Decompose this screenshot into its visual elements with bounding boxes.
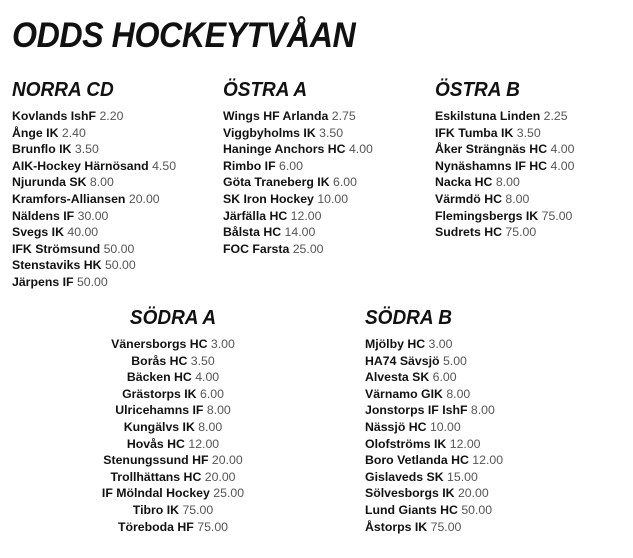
team-name: Olofströms IK [365,436,447,451]
team-name: Sölvesborgs IK [365,486,455,501]
team-odds: 8.00 [505,191,530,206]
team-name: Stenungssund HF [103,453,209,468]
team-row [48,419,298,436]
team-row [12,274,176,291]
team-row [365,419,503,436]
team-odds: 20.00 [204,469,236,484]
team-row [48,402,298,419]
team-odds: 2.75 [331,109,356,123]
team-odds: 12.00 [449,436,481,451]
team-name: Järpens IF [12,274,74,289]
team-name: Näldens IF [12,208,75,223]
group-ostra-b [435,79,574,241]
team-odds: 25.00 [292,241,324,256]
team-odds: 20.00 [211,453,243,468]
team-odds: 2.20 [99,109,124,123]
team-odds: 8.00 [446,386,471,401]
team-odds: 3.50 [516,125,541,140]
team-row [223,125,373,142]
team-odds: 50.00 [103,241,135,256]
team-odds: 3.50 [190,353,215,368]
team-name: AIK-Hockey Härnösand [12,158,149,173]
team-odds: 75.00 [505,225,537,240]
team-odds: 3.50 [74,142,99,157]
team-name: Gislaveds SK [365,469,444,484]
team-row [48,336,298,353]
team-name: Boro Vetlanda HC [365,453,469,468]
team-odds: 6.00 [199,386,224,401]
team-row [12,108,176,125]
team-row [435,208,574,225]
team-name: Grästorps IK [122,386,197,401]
team-odds: 25.00 [213,486,245,501]
team-name: Ulricehamns IF [115,403,204,418]
team-odds: 8.00 [470,403,495,418]
team-row [365,369,503,386]
team-name: HA74 Sävsjö [365,353,440,368]
team-name: Kungälvs IK [123,419,195,434]
team-odds: 20.00 [128,191,160,206]
team-name: Ånge IK [12,125,59,140]
team-odds: 12.00 [188,436,220,451]
team-name: Värnamo GIK [365,386,443,401]
team-odds: 8.00 [89,175,114,190]
team-odds: 10.00 [317,191,349,206]
team-row [435,125,574,142]
team-name: SK Iron Hockey [223,191,314,206]
team-row [435,174,574,191]
team-name: Järfälla HC [223,208,288,223]
team-row [365,469,503,486]
team-name: IFK Strömsund [12,241,101,256]
team-odds: 2.25 [543,109,568,123]
team-row [365,386,503,403]
team-name: Svegs IK [12,225,64,240]
team-row [12,174,176,191]
team-odds: 75.00 [430,519,462,534]
team-odds: 10.00 [429,419,461,434]
team-name: Haninge Anchors HC [223,142,346,157]
team-row [223,158,373,175]
team-row [223,224,373,241]
team-odds: 8.00 [495,175,520,190]
team-row [48,369,298,386]
team-row [12,241,176,258]
team-row [223,141,373,158]
team-row [48,519,298,536]
team-name: Eskilstuna Linden [435,109,541,123]
team-name: Njurunda SK [12,175,87,190]
team-odds: 3.00 [428,337,453,351]
team-row [223,174,373,191]
team-name: Borås HC [131,353,188,368]
team-name: Göta Traneberg IK [223,175,330,190]
team-name: Nacka HC [435,175,493,190]
team-name: Trollhättans HC [110,469,202,484]
team-row [223,208,373,225]
team-name: Nynäshamns IF HC [435,158,548,173]
team-name: Viggbyholms IK [223,125,316,140]
team-row [12,208,176,225]
team-odds: 75.00 [541,208,573,223]
team-odds: 40.00 [67,225,99,240]
team-name: Töreboda HF [117,519,194,534]
team-name: Åstorps IK [365,519,428,534]
team-name: Brunflo IK [12,142,72,157]
team-row [48,469,298,486]
team-row [48,386,298,403]
group-heading: NORRA CD [12,79,114,101]
team-name: FOC Farsta [223,241,290,256]
team-odds: 12.00 [472,453,504,468]
team-row [435,158,574,175]
team-odds: 15.00 [447,469,478,484]
team-name: Åker Strängnäs HC [435,142,548,157]
team-odds: 6.00 [333,175,357,190]
team-odds: 75.00 [197,519,229,534]
group-heading: ÖSTRA A [223,79,308,101]
group-sodra-b [365,307,503,535]
team-name: Bålsta HC [223,225,282,240]
team-name: Tibro IK [132,502,180,517]
team-odds: 3.00 [210,337,235,351]
group-heading: ÖSTRA B [435,79,520,101]
team-row [12,125,176,142]
team-odds: 12.00 [290,208,322,223]
team-row [48,452,298,469]
team-name: Sudrets HC [435,225,502,240]
team-name: Kramfors-Alliansen [12,191,126,206]
team-name: IFK Tumba IK [435,125,514,140]
group-sodra-a [48,307,298,535]
team-odds: 6.00 [432,370,457,385]
team-row [12,158,176,175]
team-odds: 20.00 [457,486,489,501]
team-name: Hovås HC [126,436,185,451]
team-row [365,436,503,453]
team-row [48,436,298,453]
team-row [223,108,373,125]
team-odds: 14.00 [284,225,316,240]
team-row [435,191,574,208]
team-odds: 4.50 [152,158,177,173]
team-name: Vänersborgs HC [111,337,208,351]
team-name: Lund Giants HC [365,502,458,517]
team-name: IF Mölndal Hockey [101,486,210,501]
team-row [435,108,574,125]
team-name: Bäcken HC [126,370,192,385]
group-norra-cd [12,79,176,291]
team-name: Wings HF Arlanda [223,109,329,123]
team-name: Alvesta SK [365,370,430,385]
team-odds: 8.00 [206,403,231,418]
team-odds: 8.00 [198,419,223,434]
team-odds: 4.00 [195,370,220,385]
team-row [12,224,176,241]
team-odds: 4.00 [550,142,575,157]
team-odds: 3.50 [319,125,344,140]
team-row [48,353,298,370]
team-odds: 4.00 [348,142,373,157]
team-name: Värmdö HC [435,191,502,206]
team-name: Nässjö HC [365,419,427,434]
team-odds: 5.00 [442,353,467,368]
team-odds: 50.00 [461,502,493,517]
group-heading: SÖDRA A [129,307,217,329]
team-name: Mjölby HC [365,337,426,351]
team-name: Kovlands IshF [12,109,97,123]
team-row [223,241,373,258]
team-row [48,502,298,519]
team-odds: 4.00 [550,158,575,173]
team-row [365,336,503,353]
team-row [12,257,176,274]
team-row [365,353,503,370]
team-name: Stenstaviks HK [12,258,102,273]
team-row [365,519,503,536]
team-row [365,452,503,469]
team-row [12,141,176,158]
team-name: Flemingsbergs IK [435,208,539,223]
team-odds: 6.00 [279,158,303,173]
team-odds: 75.00 [182,502,214,517]
page-title: ODDS HOCKEYTVÅAN [12,16,356,55]
team-row [48,485,298,502]
team-row [435,141,574,158]
group-ostra-a [223,79,373,257]
team-row [12,191,176,208]
team-row [365,485,503,502]
team-odds: 50.00 [104,258,136,273]
team-odds: 50.00 [76,274,108,289]
team-odds: 2.40 [61,125,86,140]
team-row [435,224,574,241]
team-name: Rimbo IF [223,158,276,173]
team-row [223,191,373,208]
team-name: Jonstorps IF IshF [365,403,468,418]
group-heading: SÖDRA B [365,307,452,329]
team-row [365,502,503,519]
team-row [365,402,503,419]
team-odds: 30.00 [77,208,109,223]
